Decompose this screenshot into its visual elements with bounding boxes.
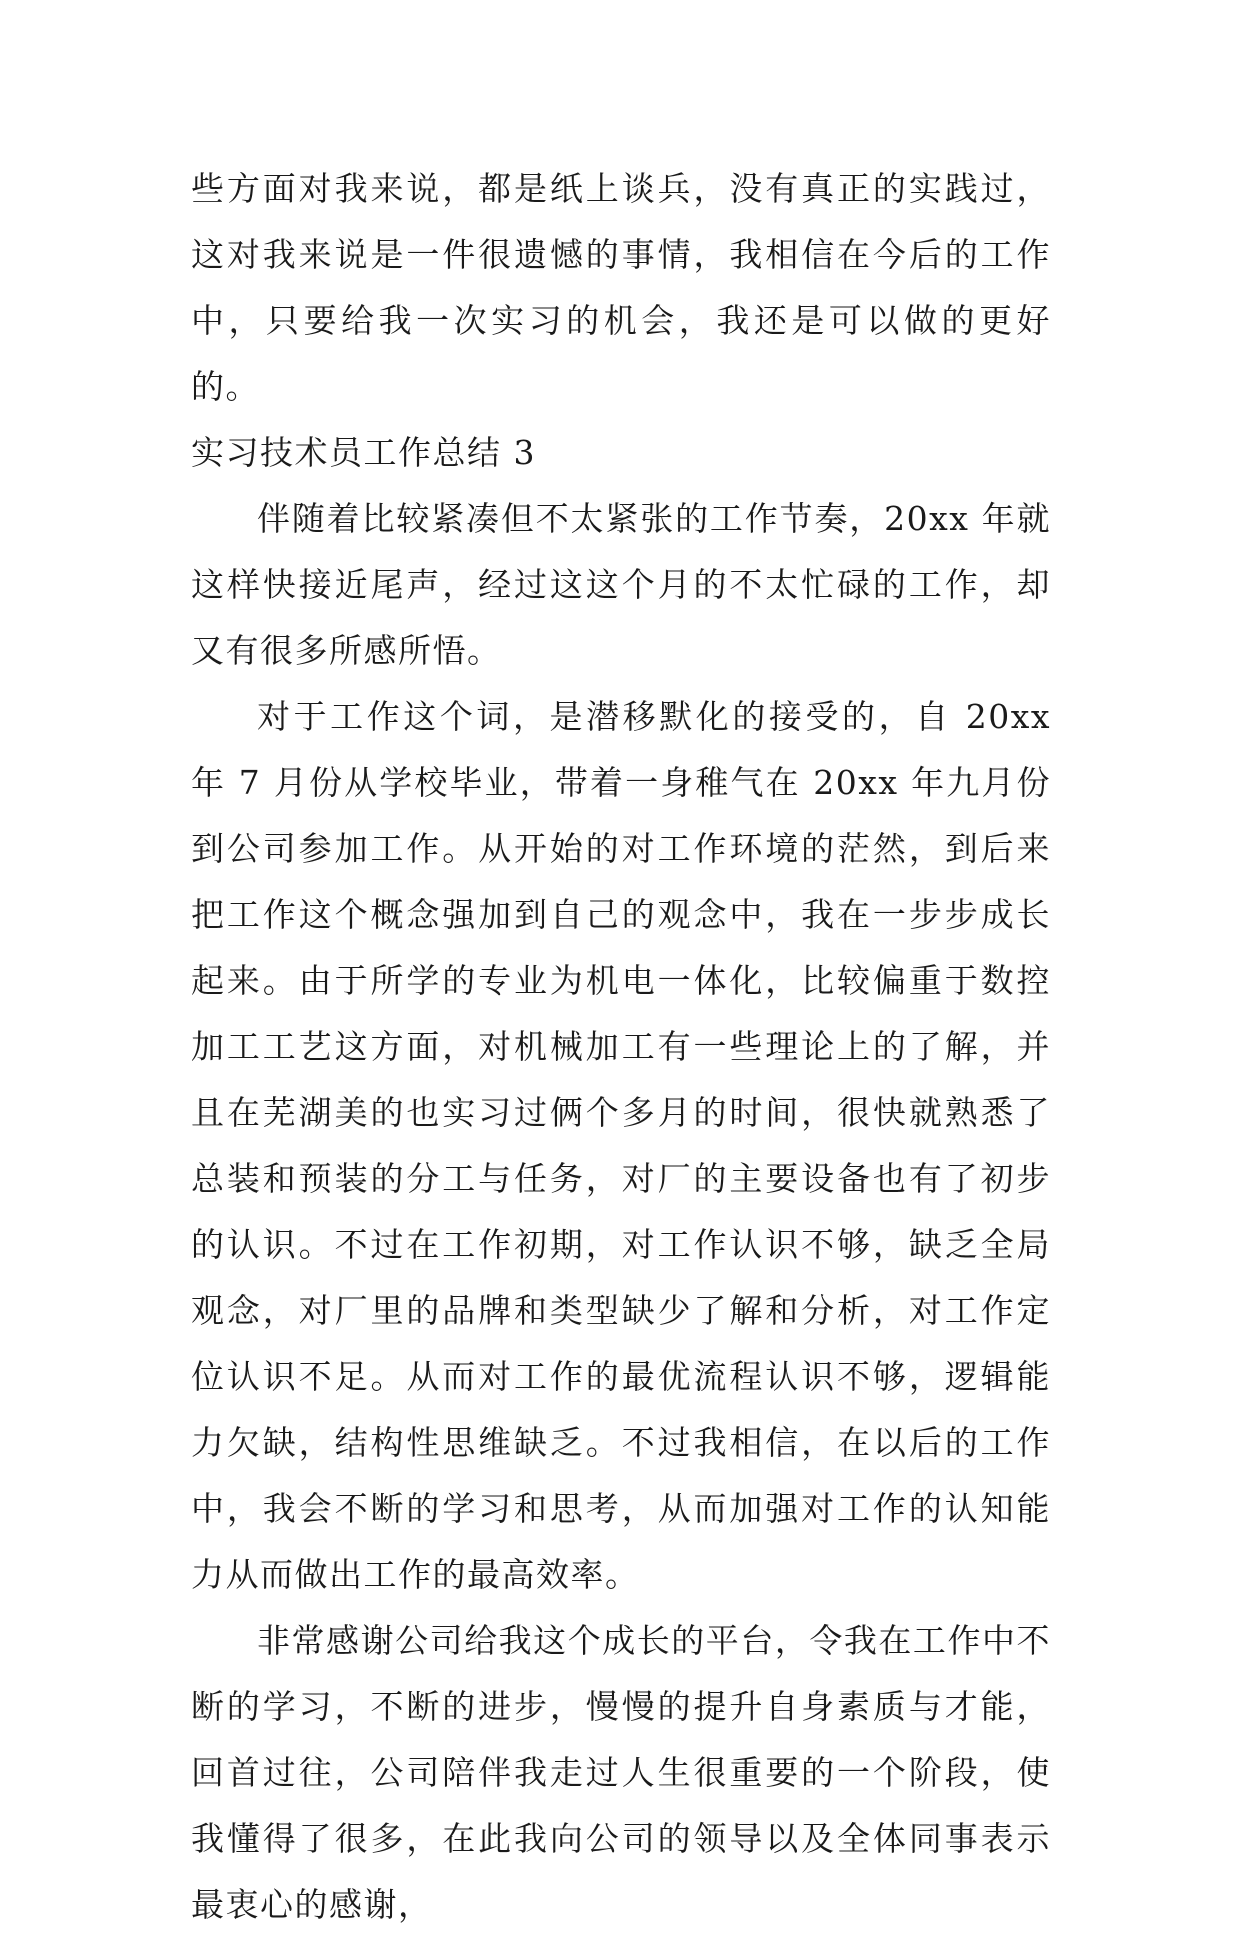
paragraph-3: 非常感谢公司给我这个成长的平台，令我在工作中不断的学习，不断的进步，慢慢的提升自身素质与才能，回首过往，公司陪伴我走过人生很重要的一个阶段，使我懂得了很多，在此我向公司的领导以及全体同事表示最衷心的感谢， <box>191 1621 1051 1924</box>
document-body <box>191 156 1051 1938</box>
section-title: 实习技术员工作总结 3 <box>191 433 536 472</box>
lead-paragraph: 些方面对我来说，都是纸上谈兵，没有真正的实践过，这对我来说是一件很遗憾的事情，我相信在今后的工作中，只要给我一次实习的机会，我还是可以做的更好的。 <box>191 169 1051 406</box>
paragraph-1: 伴随着比较紧凑但不太紧张的工作节奏，20xx 年就这样快接近尾声，经过这这个月的不太忙碌的工作，却又有很多所感所悟。 <box>191 499 1051 670</box>
paragraph-2: 对于工作这个词，是潜移默化的接受的，自 20xx 年 7 月份从学校毕业，带着一身稚气在 20xx 年九月份到公司参加工作。从开始的对工作环境的茫然，到后来把工作这个概念强加到自己的观念中，我在一步步成长起来。由于所学的专业为机电一体化，比较偏重于数控加工工艺这方面，对机械加工有一些理论上的了解，并且在芜湖美的也实习过俩个多月的时间，很快就熟悉了总装和预装的分工与任务，对厂的主要设备也有了初步的认识。不过在工作初期，对工作认识不够，缺乏全局观念，对厂里的品牌和类型缺少了解和分析，对工作定位认识不足。从而对工作的最优流程认识不够，逻辑能力欠缺，结构性思维缺乏。不过我相信，在以后的工作中，我会不断的学习和思考，从而加强对工作的认知能力从而做出工作的最高效率。 <box>191 697 1051 1594</box>
